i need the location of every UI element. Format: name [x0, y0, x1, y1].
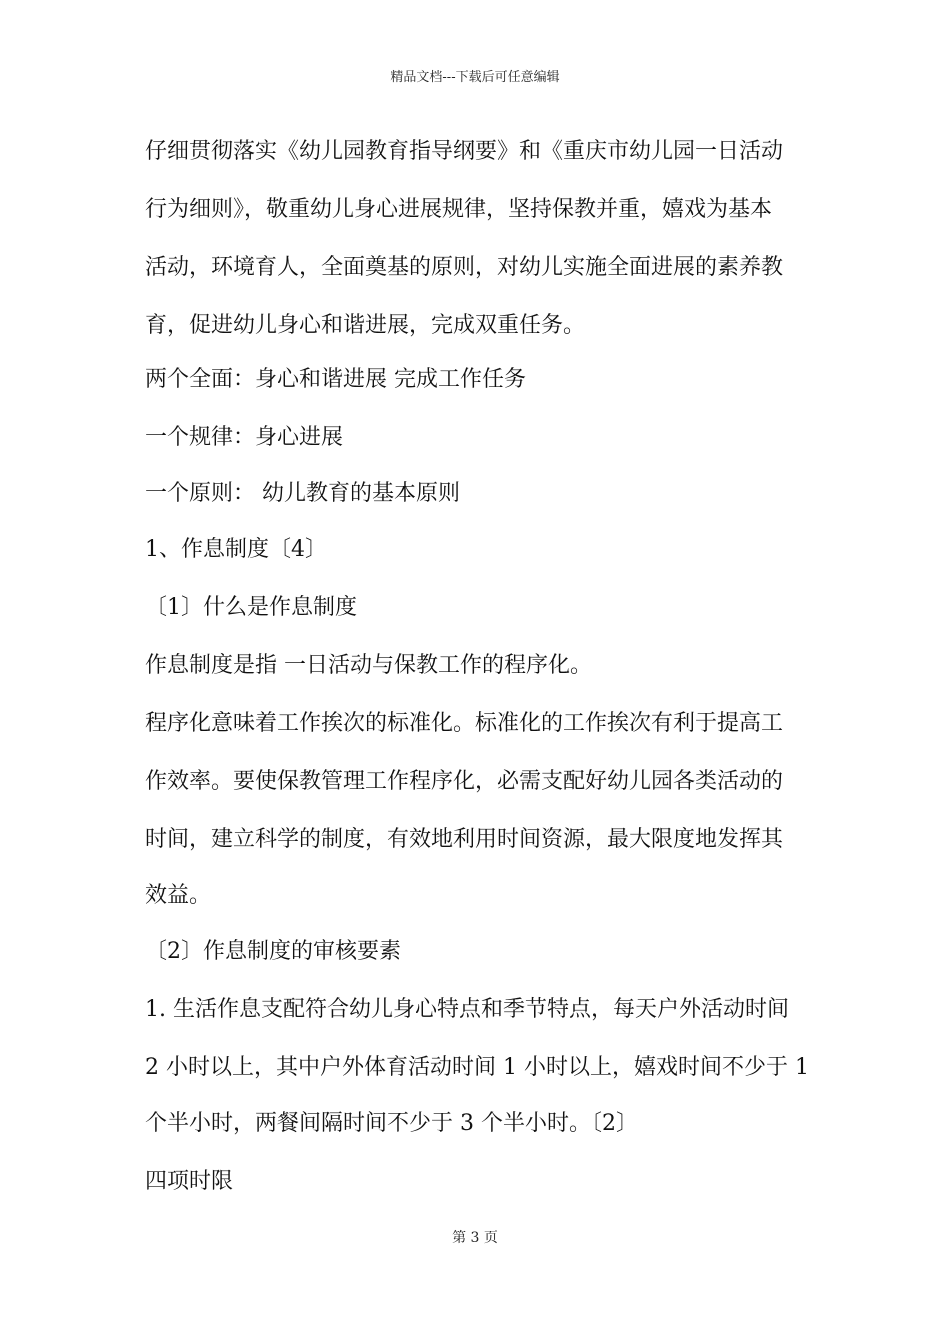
paragraph-line: 仔细贯彻落实《幼儿园教育指导纲要》和《重庆市幼儿园一日活动 [145, 139, 784, 164]
paragraph-line: 程序化意味着工作挨次的标准化。标准化的工作挨次有利于提高工 [145, 711, 784, 736]
paragraph-line: 一个规律：身心进展 [145, 425, 344, 450]
paragraph-line: 作息制度是指 一日活动与保教工作的程序化。 [145, 653, 592, 678]
paragraph-line: 时间，建立科学的制度，有效地利用时间资源，最大限度地发挥其 [145, 827, 784, 852]
paragraph-line: 育，促进幼儿身心和谐进展，完成双重任务。 [145, 313, 586, 338]
page-header: 精品文档---下载后可任意编辑 [390, 70, 560, 85]
subsection-heading: 〔1〕什么是作息制度 [145, 595, 357, 620]
paragraph-line: 个半小时，两餐间隔时间不少于 3 个半小时。〔2〕 [145, 1111, 638, 1136]
paragraph-line: 两个全面：身心和谐进展 完成工作任务 [145, 367, 526, 392]
paragraph-line: 效益。 [145, 883, 212, 908]
paragraph-line: 作效率。要使保教管理工作程序化，必需支配好幼儿园各类活动的 [145, 769, 784, 794]
paragraph-line: 活动，环境育人，全面奠基的原则，对幼儿实施全面进展的素养教 [145, 255, 784, 280]
paragraph-line: 一个原则： 幼儿教育的基本原则 [145, 481, 460, 506]
paragraph-line: 行为细则》，敬重幼儿身心进展规律，坚持保教并重，嬉戏为基本 [145, 197, 773, 222]
subsection-heading: 〔2〕作息制度的审核要素 [145, 939, 401, 964]
paragraph-line: 2 小时以上，其中户外体育活动时间 1 小时以上，嬉戏时间不少于 1 [145, 1055, 809, 1080]
page-number: 第 3 页 [452, 1230, 498, 1246]
paragraph-line: 四项时限 [145, 1169, 234, 1194]
section-heading: 1、作息制度〔4〕 [145, 537, 327, 562]
paragraph-line: 1. 生活作息支配符合幼儿身心特点和季节特点，每天户外活动时间 [145, 997, 789, 1022]
